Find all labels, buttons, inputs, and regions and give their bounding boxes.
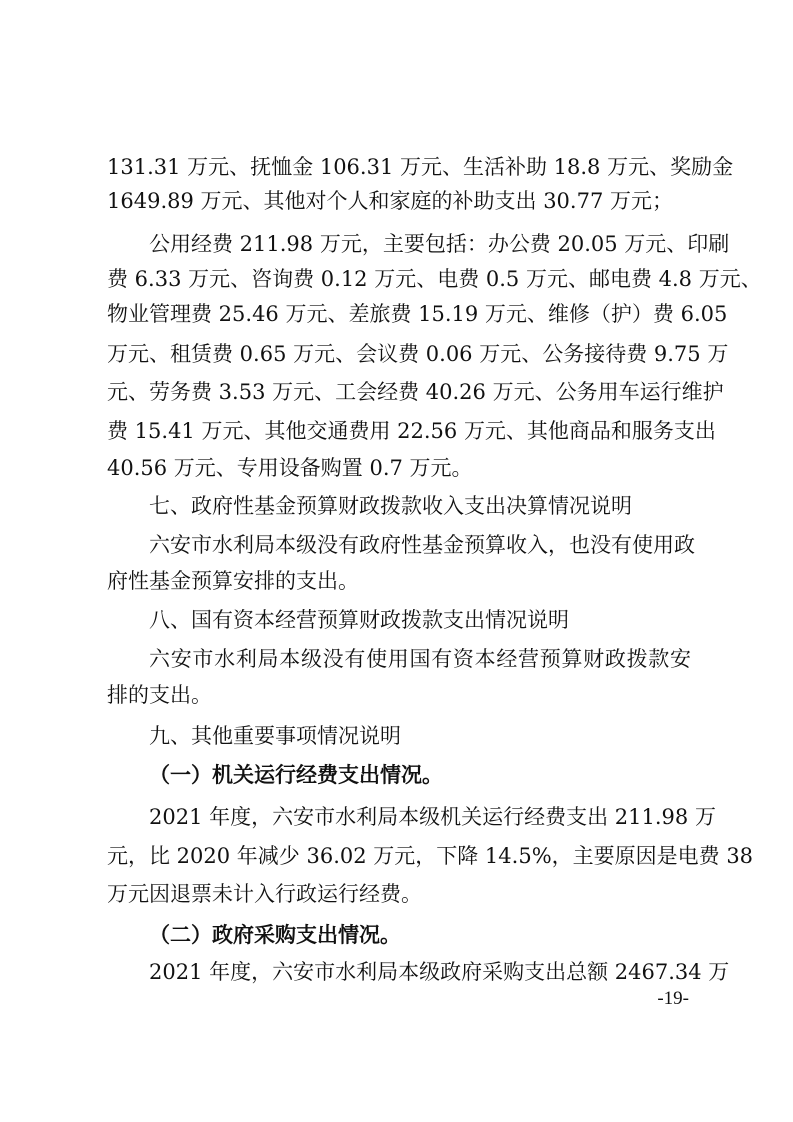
subsection-heading-1: （一）机关运行经费支出情况。 bbox=[149, 762, 443, 787]
body-text-line: 六安市水利局本级没有使用国有资本经营预算财政拨款安 bbox=[149, 647, 691, 671]
body-text-line: 1649.89 万元、其他对个人和家庭的补助支出 30.77 万元； bbox=[107, 189, 673, 213]
body-text-line: 排的支出。 bbox=[107, 683, 212, 707]
section-heading-8: 八、国有资本经营预算财政拨款支出情况说明 bbox=[149, 608, 569, 632]
body-text-line: 物业管理费 25.46 万元、差旅费 15.19 万元、维修（护）费 6.05 bbox=[107, 302, 728, 326]
body-text-line: 公用经费 211.98 万元，主要包括：办公费 20.05 万元、印刷 bbox=[149, 232, 730, 256]
body-text-line: 万元、租赁费 0.65 万元、会议费 0.06 万元、公务接待费 9.75 万 bbox=[107, 342, 729, 366]
body-text-line: 费 15.41 万元、其他交通费用 22.56 万元、其他商品和服务支出 bbox=[107, 419, 716, 443]
body-text-line: 费 6.33 万元、咨询费 0.12 万元、电费 0.5 万元、邮电费 4.8 万元、 bbox=[107, 267, 762, 291]
section-heading-9: 九、其他重要事项情况说明 bbox=[149, 724, 401, 748]
page-number: -19- bbox=[657, 988, 689, 1009]
body-text-line: 2021 年度，六安市水利局本级机关运行经费支出 211.98 万 bbox=[149, 805, 716, 829]
section-heading-7: 七、政府性基金预算财政拨款收入支出决算情况说明 bbox=[149, 494, 632, 518]
body-text-line: 40.56 万元、专用设备购置 0.7 万元。 bbox=[107, 456, 473, 480]
body-text-line: 131.31 万元、抚恤金 106.31 万元、生活补助 18.8 万元、奖励金 bbox=[107, 155, 734, 179]
body-text-line: 元，比 2020 年减少 36.02 万元，下降 14.5%，主要原因是电费 38 bbox=[107, 844, 754, 868]
body-text-line: 万元因退票未计入行政运行经费。 bbox=[107, 882, 422, 906]
body-text-line: 六安市水利局本级没有政府性基金预算收入，也没有使用政 bbox=[149, 533, 695, 557]
body-text-line: 府性基金预算安排的支出。 bbox=[107, 569, 359, 593]
subsection-heading-2: （二）政府采购支出情况。 bbox=[149, 922, 401, 947]
body-text-line: 元、劳务费 3.53 万元、工会经费 40.26 万元、公务用车运行维护 bbox=[107, 380, 724, 404]
body-text-line: 2021 年度，六安市水利局本级政府采购支出总额 2467.34 万 bbox=[149, 960, 730, 984]
